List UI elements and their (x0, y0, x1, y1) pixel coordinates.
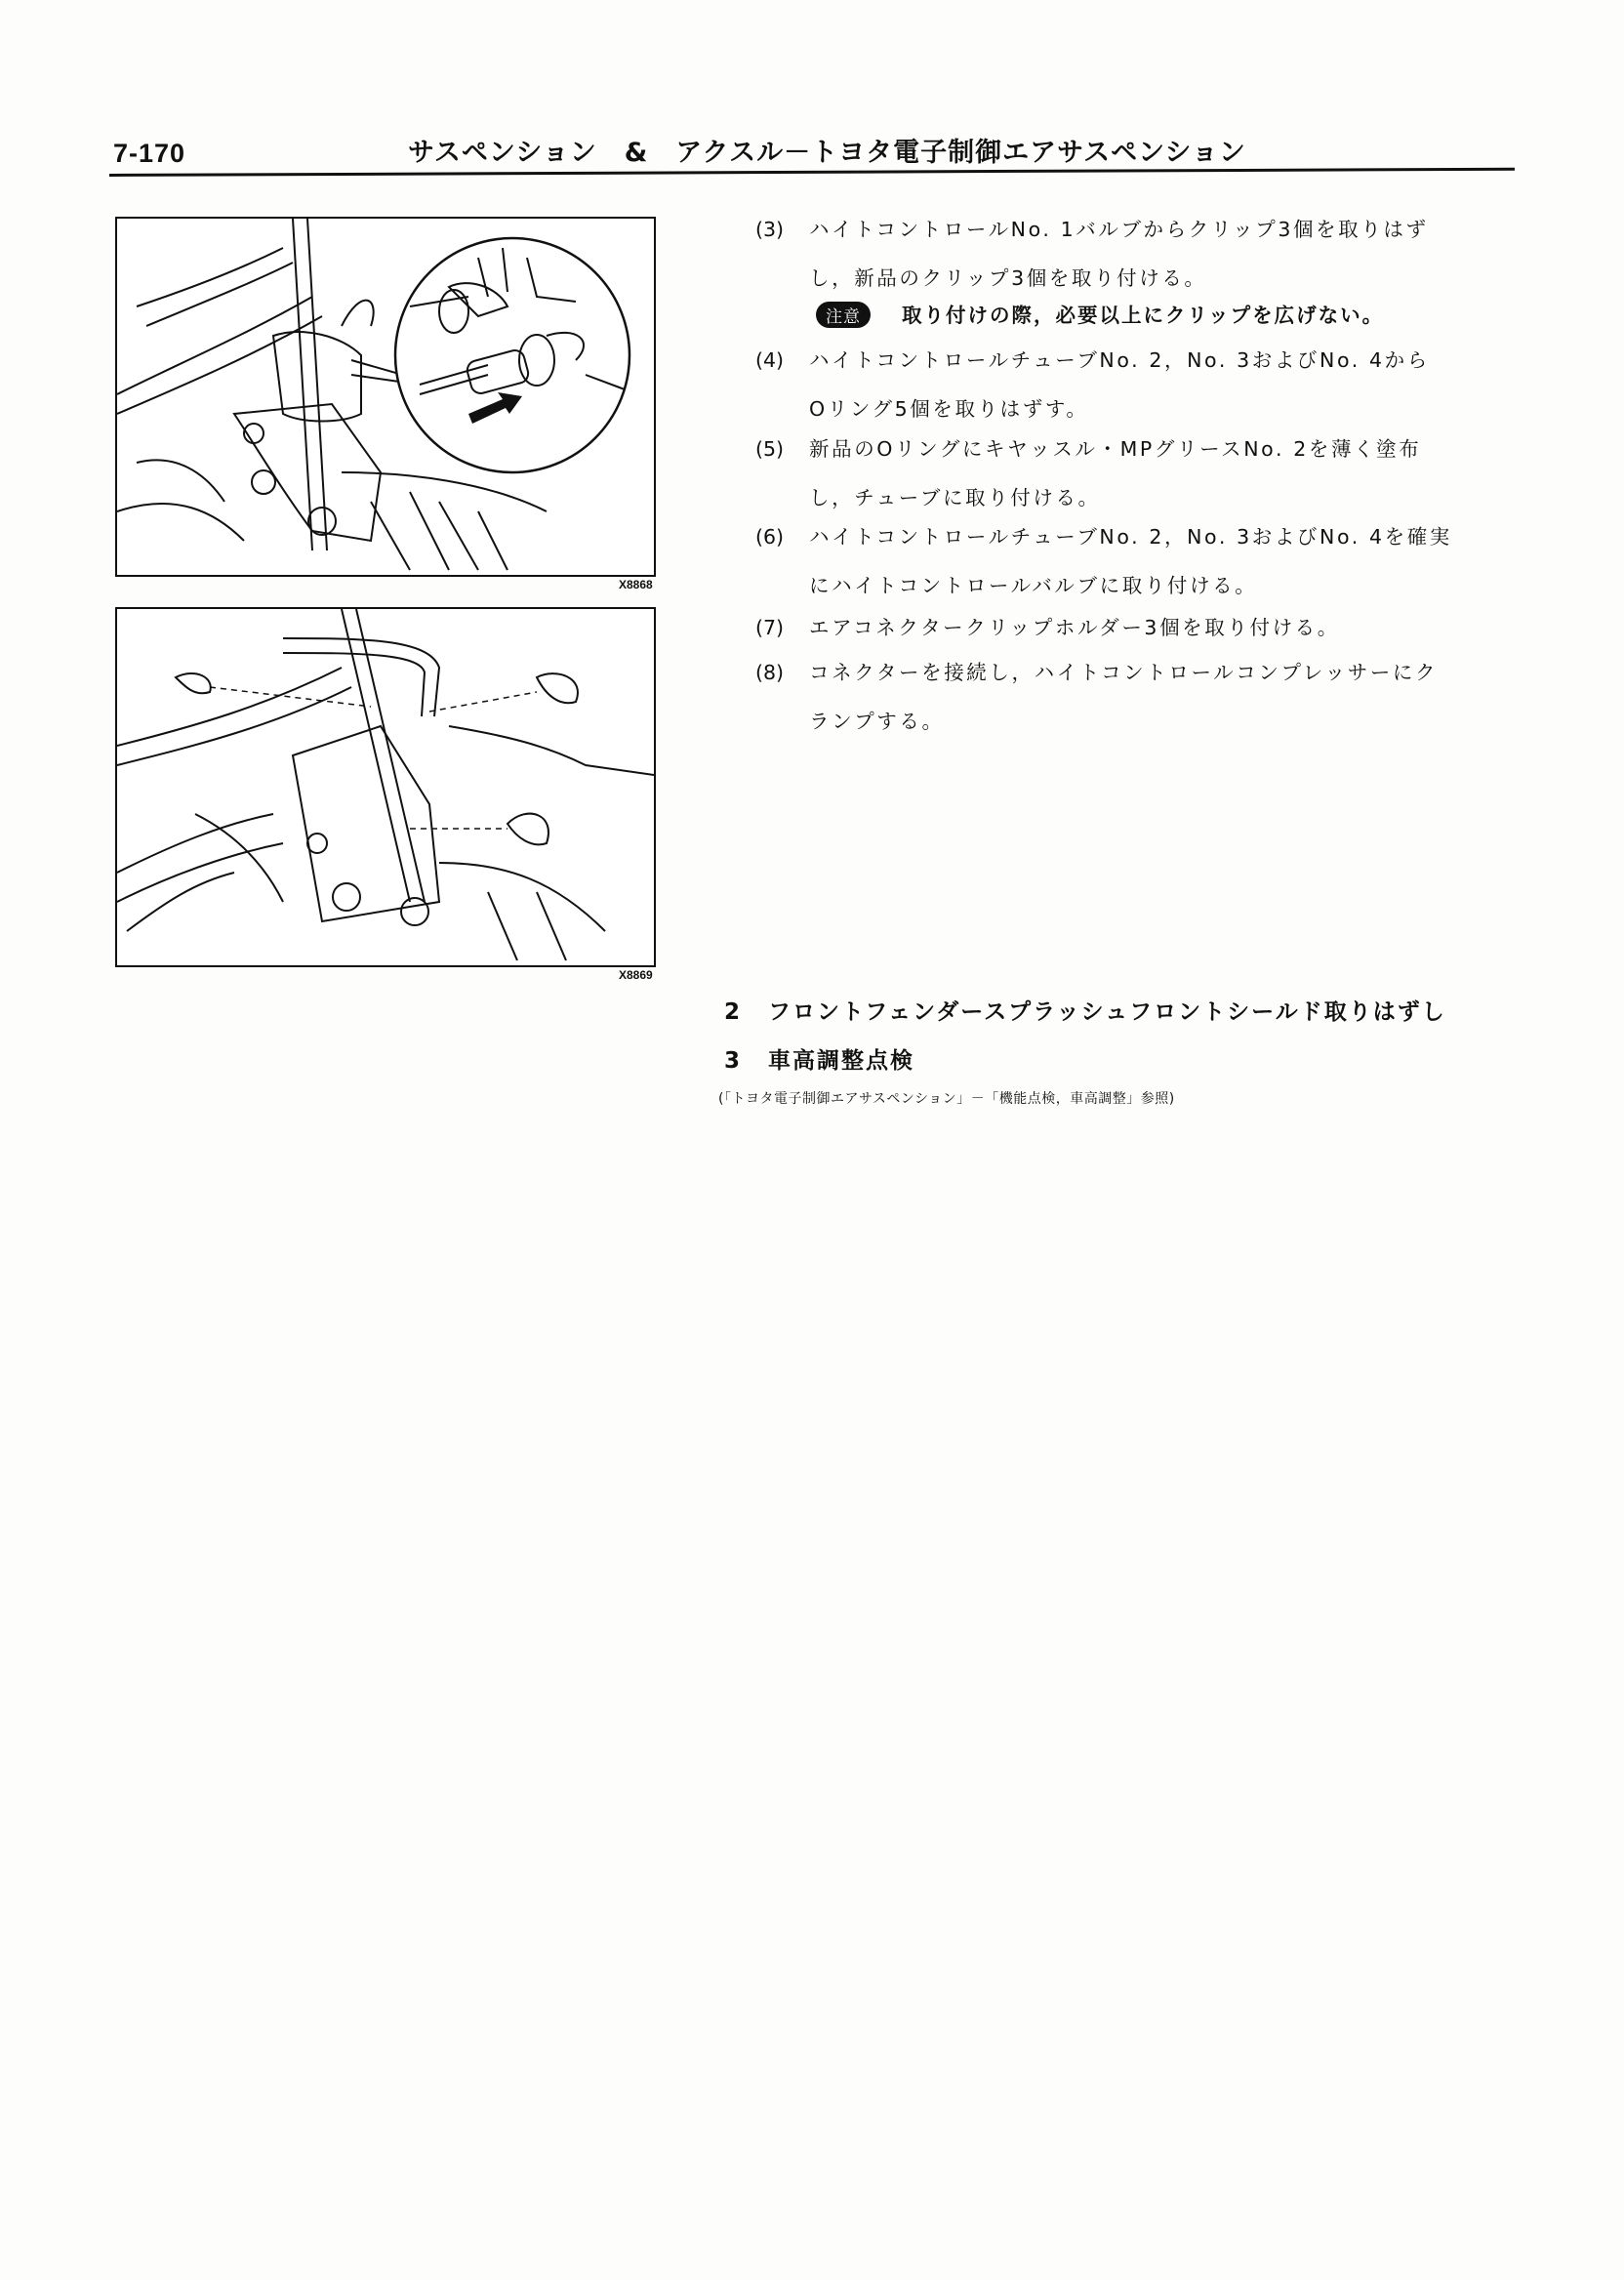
caution-badge: 注意 (816, 302, 871, 328)
caution-text: 取り付けの際，必要以上にクリップを広げない。 (902, 304, 1385, 327)
step-7 (755, 611, 1517, 640)
page-number: 7-170 (113, 139, 186, 168)
section-number: 3 (724, 1048, 743, 1074)
section-number: 2 (724, 999, 743, 1025)
step-text: コネクターを接続し，ハイトコントロールコンプレッサーにク (809, 661, 1439, 684)
section-title: フロントフェンダースプラッシュフロントシールド取りはずし (768, 999, 1446, 1025)
reference-note: (「トヨタ電子制御エアサスペンション」－「機能点検，車高調整」参照) (718, 1091, 1175, 1107)
step-text: ハイトコントロールNo. 1バルブからクリップ3個を取りはず (809, 218, 1429, 241)
figure-clip-removal (115, 217, 656, 577)
step-text: ランプする。 (809, 710, 945, 733)
section-title: 車高調整点検 (768, 1048, 914, 1074)
step-number: (3) (755, 218, 785, 241)
figure-code: X8869 (619, 968, 653, 982)
section-3-heading (724, 1042, 914, 1075)
step-text: ハイトコントロールチューブNo. 2，No. 3およびNo. 4を確実 (809, 525, 1452, 549)
step-text: し，新品のクリップ3個を取り付ける。 (809, 266, 1207, 290)
step-text: し，チューブに取り付ける。 (809, 486, 1101, 509)
step-number: (8) (755, 661, 785, 684)
header-rule (109, 168, 1515, 177)
step-5 (755, 432, 1517, 510)
header-title: サスペンション & アクスル－トヨタ電子制御エアサスペンション (408, 138, 1246, 168)
caution-note (816, 299, 1384, 328)
section-2-heading (724, 994, 1446, 1026)
step-text: 新品のOリングにキヤッスル・MPグリースNo. 2を薄く塗布 (809, 437, 1422, 461)
step-number: (4) (755, 348, 785, 372)
step-text: エアコネクタークリップホルダー3個を取り付ける。 (809, 616, 1340, 639)
step-8 (755, 656, 1517, 734)
step-number: (5) (755, 437, 785, 461)
step-number: (6) (755, 525, 785, 549)
step-text: Oリング5個を取りはずす。 (809, 397, 1089, 421)
step-text: ハイトコントロールチューブNo. 2，No. 3およびNo. 4から (809, 348, 1430, 372)
figure-clip-install (115, 607, 656, 967)
valve-clip-illustration (117, 219, 654, 575)
step-4 (755, 344, 1517, 422)
figure-code: X8868 (619, 578, 653, 591)
step-3 (755, 213, 1517, 291)
step-6 (755, 520, 1517, 598)
step-number: (7) (755, 616, 785, 639)
step-text: にハイトコントロールバルブに取り付ける。 (809, 574, 1258, 597)
connector-clip-illustration (117, 609, 654, 965)
